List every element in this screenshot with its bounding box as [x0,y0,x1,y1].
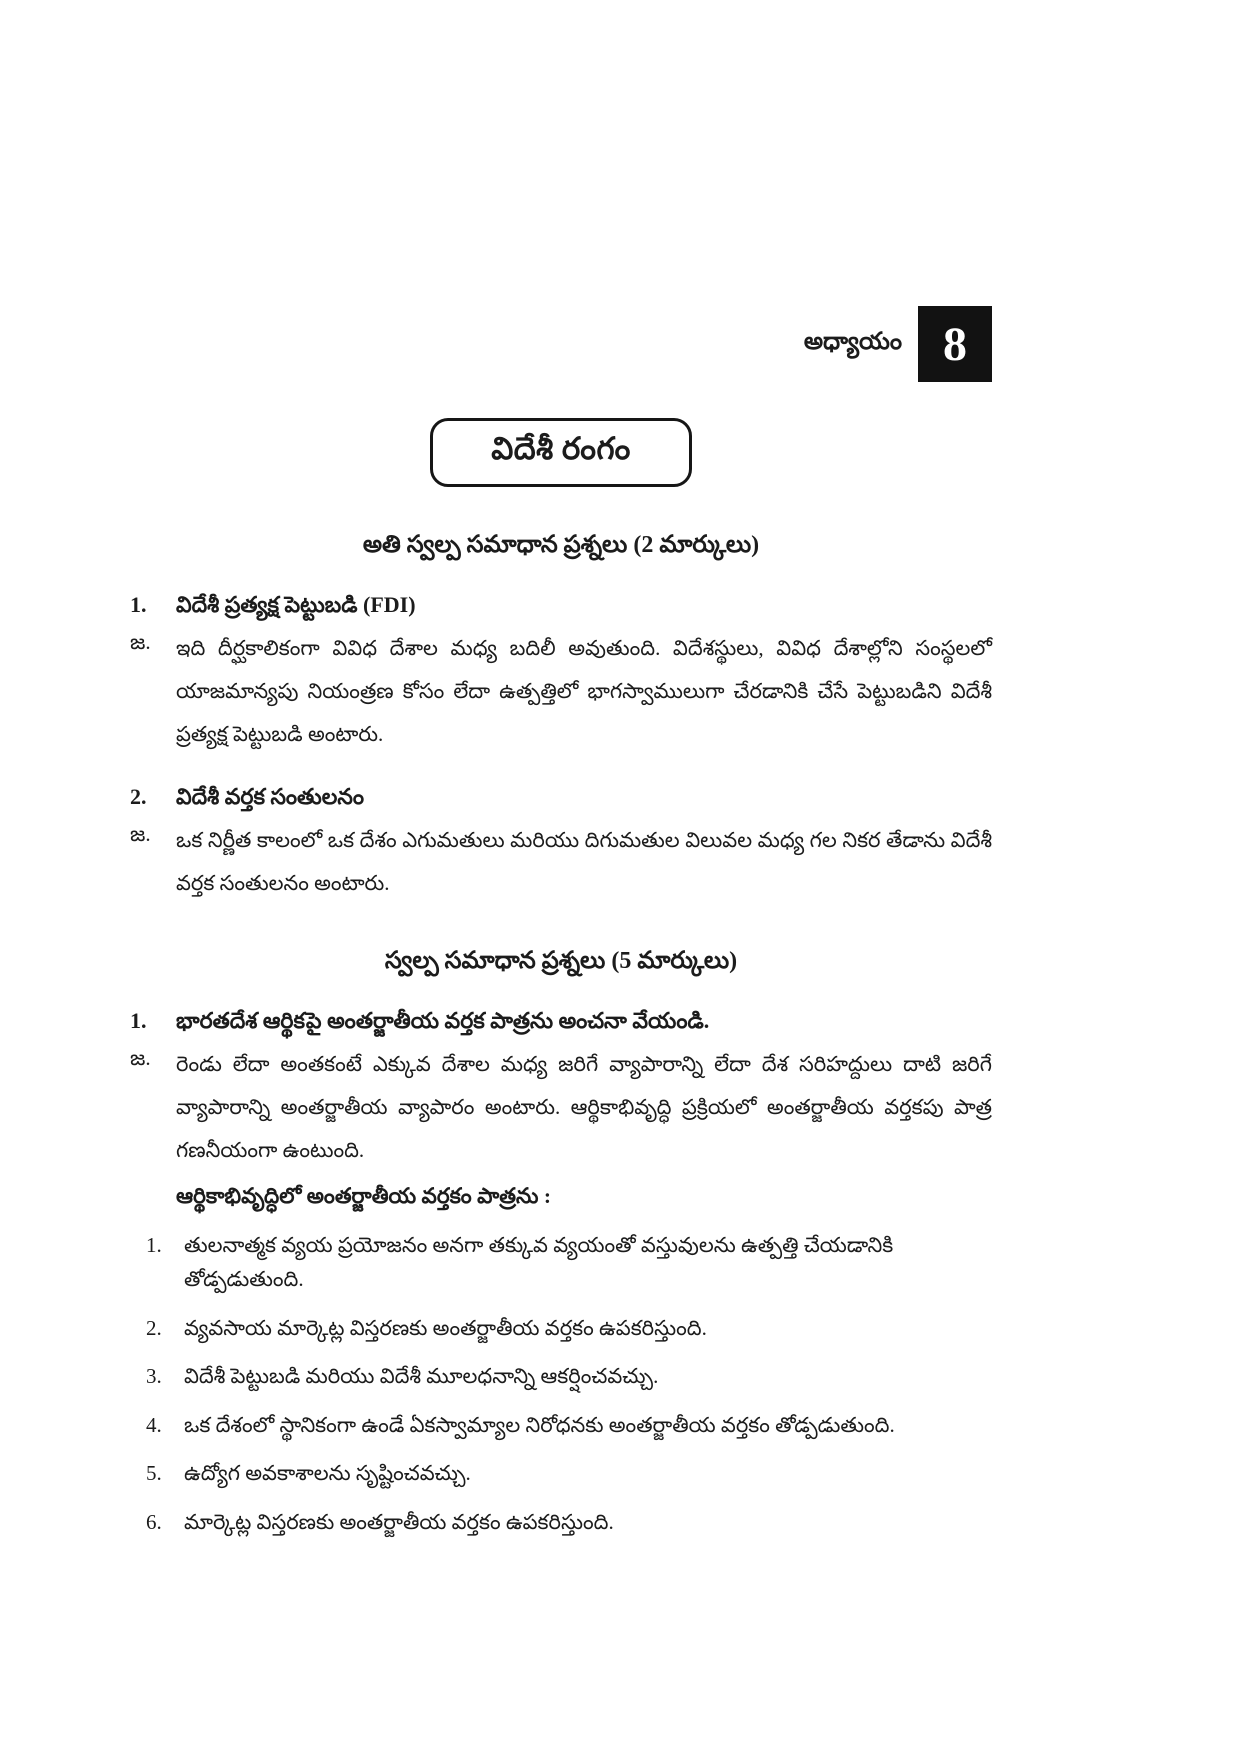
list-item-number: 2. [146,1315,162,1340]
page-title: విదేశీ రంగం [430,418,692,487]
answer-row [130,819,992,905]
section-heading-short-answers: స్వల్ప సమాధాన ప్రశ్నలు (5 మార్కులు) [384,948,738,975]
question-number: 2. [130,784,147,810]
qa-block [130,1004,992,1539]
qa-block [130,780,992,905]
answer-text: ఇది దీర్ఘకాలికంగా వివిధ దేశాల మధ్య బదిలీ అవుతుంది. విదేశస్థులు, వివిధ దేశాల్లోని సంస్థలలో యాజమాన్యపు నియంత్రణ కోసం లేదా ఉత్పత్తిలో భాగస్వాములుగా చేరడానికి చేసే పెట్టుబడిని విదేశీ ప్రత్యక్ష పెట్టుబడి అంటారు. [176,636,992,747]
list-item [146,1312,992,1346]
list-item-text: మార్కెట్ల విస్తరణకు అంతర్జాతీయ వర్తకం ఉపకరిస్తుంది. [184,1509,614,1534]
question-row [130,1004,992,1037]
answer-row [130,1043,992,1172]
answer-label: జ. [130,1046,151,1071]
answer-text: రెండు లేదా అంతకంటే ఎక్కువ దేశాల మధ్య జరిగే వ్యాపారాన్ని లేదా దేశ సరిహద్దులు దాటి జరిగే వ్యాపారాన్ని అంతర్జాతీయ వ్యాపారం అంటారు. ఆర్థికాభివృద్ధి ప్రక్రియలో అంతర్జాతీయ వర్తకపు పాత్ర గణనీయంగా ఉంటుంది. [176,1052,992,1163]
question-text: విదేశీ ప్రత్యక్ష పెట్టుబడి (FDI) [176,592,416,617]
list-item-text: తులనాత్మక వ్యయ ప్రయోజనం అనగా తక్కువ వ్యయంతో వస్తువులను ఉత్పత్తి చేయడానికి తోడ్పడుతుంది. [184,1233,894,1291]
question-number: 1. [130,592,147,617]
question-text: భారతదేశ ఆర్థికపై అంతర్జాతీయ వర్తక పాత్రను అంచనా వేయండి. [176,1008,710,1034]
list-item [146,1360,992,1394]
list-item-text: విదేశీ పెట్టుబడి మరియు విదేశీ మూలధనాన్ని ఆకర్షించవచ్చు. [184,1364,659,1389]
list-item-number: 1. [146,1233,162,1258]
qa-block [130,588,992,756]
chapter-header [130,0,992,382]
question-row [130,780,992,813]
list-item [146,1229,992,1296]
answer-text: ఒక నిర్ణీత కాలంలో ఒక దేశం ఎగుమతులు మరియు దిగుమతుల విలువల మధ్య గల నికర తేడాను విదేశీ వర్తక సంతులనం అంటారు. [176,828,992,896]
chapter-label: అధ్యాయం [803,328,902,355]
chapter-number-badge [918,306,992,382]
list-item-text: వ్యవసాయ మార్కెట్ల విస్తరణకు అంతర్జాతీయ వర్తకం ఉపకరిస్తుంది. [184,1315,707,1340]
list-item-number: 6. [146,1509,162,1534]
list-item-text: ఉద్యోగ అవకాశాలను సృష్టించవచ్చు. [184,1461,471,1486]
list-item-number: 3. [146,1364,162,1389]
page-content [130,0,992,1540]
list-item-number: 4. [146,1412,162,1437]
answer-subheading: ఆర్థికాభివృద్ధిలో అంతర్జాతీయ వర్తకం పాత్రను : [176,1184,552,1209]
title-container [130,418,992,487]
answer-row [130,627,992,756]
question-text: విదేశీ వర్తక సంతులనం [176,784,364,810]
answer-label: జ. [130,630,151,654]
question-number: 1. [130,1008,147,1034]
chapter-number: 8 [943,317,967,371]
question-row [130,588,992,621]
list-item [146,1506,992,1540]
list-item [146,1409,992,1443]
list-item [146,1457,992,1491]
list-item-number: 5. [146,1461,162,1486]
section-heading-very-short-answers: అతి స్వల్ప సమాధాన ప్రశ్నలు (2 మార్కులు) [362,532,760,558]
points-list [146,1229,992,1539]
answer-label: జ. [130,822,151,847]
list-item-text: ఒక దేశంలో స్థానికంగా ఉండే ఏకస్వామ్యాల నిరోధనకు అంతర్జాతీయ వర్తకం తోడ్పడుతుంది. [184,1412,895,1437]
